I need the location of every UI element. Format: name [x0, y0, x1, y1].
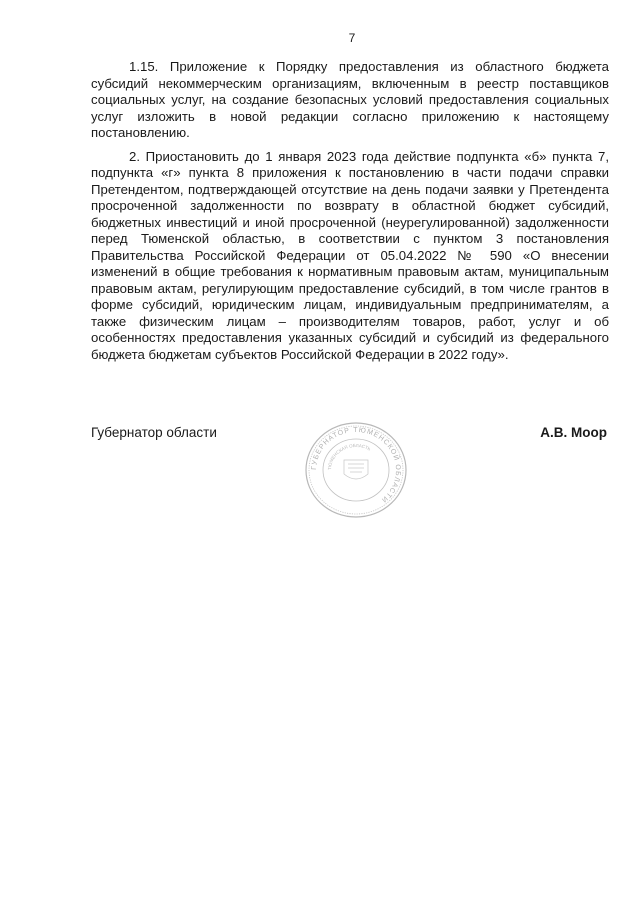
- page-number: 7: [348, 31, 356, 45]
- seal-middle-ring: [323, 439, 389, 501]
- svg-text:ГУБЕРНАТОР ТЮМЕНСКОЙ ОБЛАСТИ: [311, 427, 402, 504]
- document-body: [91, 59, 609, 370]
- seal-outer-ring: [306, 423, 406, 517]
- signatory-name: А.В. Моор: [540, 425, 607, 440]
- paragraph-1-15: 1.15. Приложение к Порядку предоставления из областного бюджета субсидий некоммерческим организациям, включенным в реестр поставщиков социальных услуг, на создание безопасных условий предоставления социальных услуг изложить в новой редакции согласно приложению к настоящему постановлению.: [91, 59, 609, 140]
- seal-center-text: ТЮМЕНСКАЯ ОБЛАСТЬ: [326, 442, 372, 471]
- seal-emblem: [344, 460, 368, 479]
- seal-ring-text: ГУБЕРНАТОР ТЮМЕНСКОЙ ОБЛАСТИ: [310, 426, 402, 504]
- signatory-title: Губернатор области: [91, 425, 217, 440]
- official-seal-stamp: [300, 420, 412, 520]
- paragraph-2: 2. Приостановить до 1 января 2023 года действие подпункта «б» пункта 7, подпункта «г» пункта 8 приложения к постановлению в части подачи справки Претендентом, подтверждающей отсутствие на день подачи заявки у Претендента просроченной задолженности по возврату в областной бюджет субсидий, бюджетных инвестиций и иной просроченной (неурегулированной) задолженности перед Тюменской областью, в соответствии с пунктом 3 постановления Правительства Российской Федерации от 05.04.2022 № 590 «О внесении изменений в общие требования к нормативным правовым актам, муниципальным правовым актам, регулирующим предоставление субсидий, в том числе грантов в форме субсидий, юридическим лицам, индивидуальным предпринимателям, а также физическим лицам – производителям товаров, работ, услуг и об особенностях предоставления указанных субсидий и субсидий из федерального бюджета бюджетам субъектов Российской Федерации в 2022 году».: [91, 148, 609, 362]
